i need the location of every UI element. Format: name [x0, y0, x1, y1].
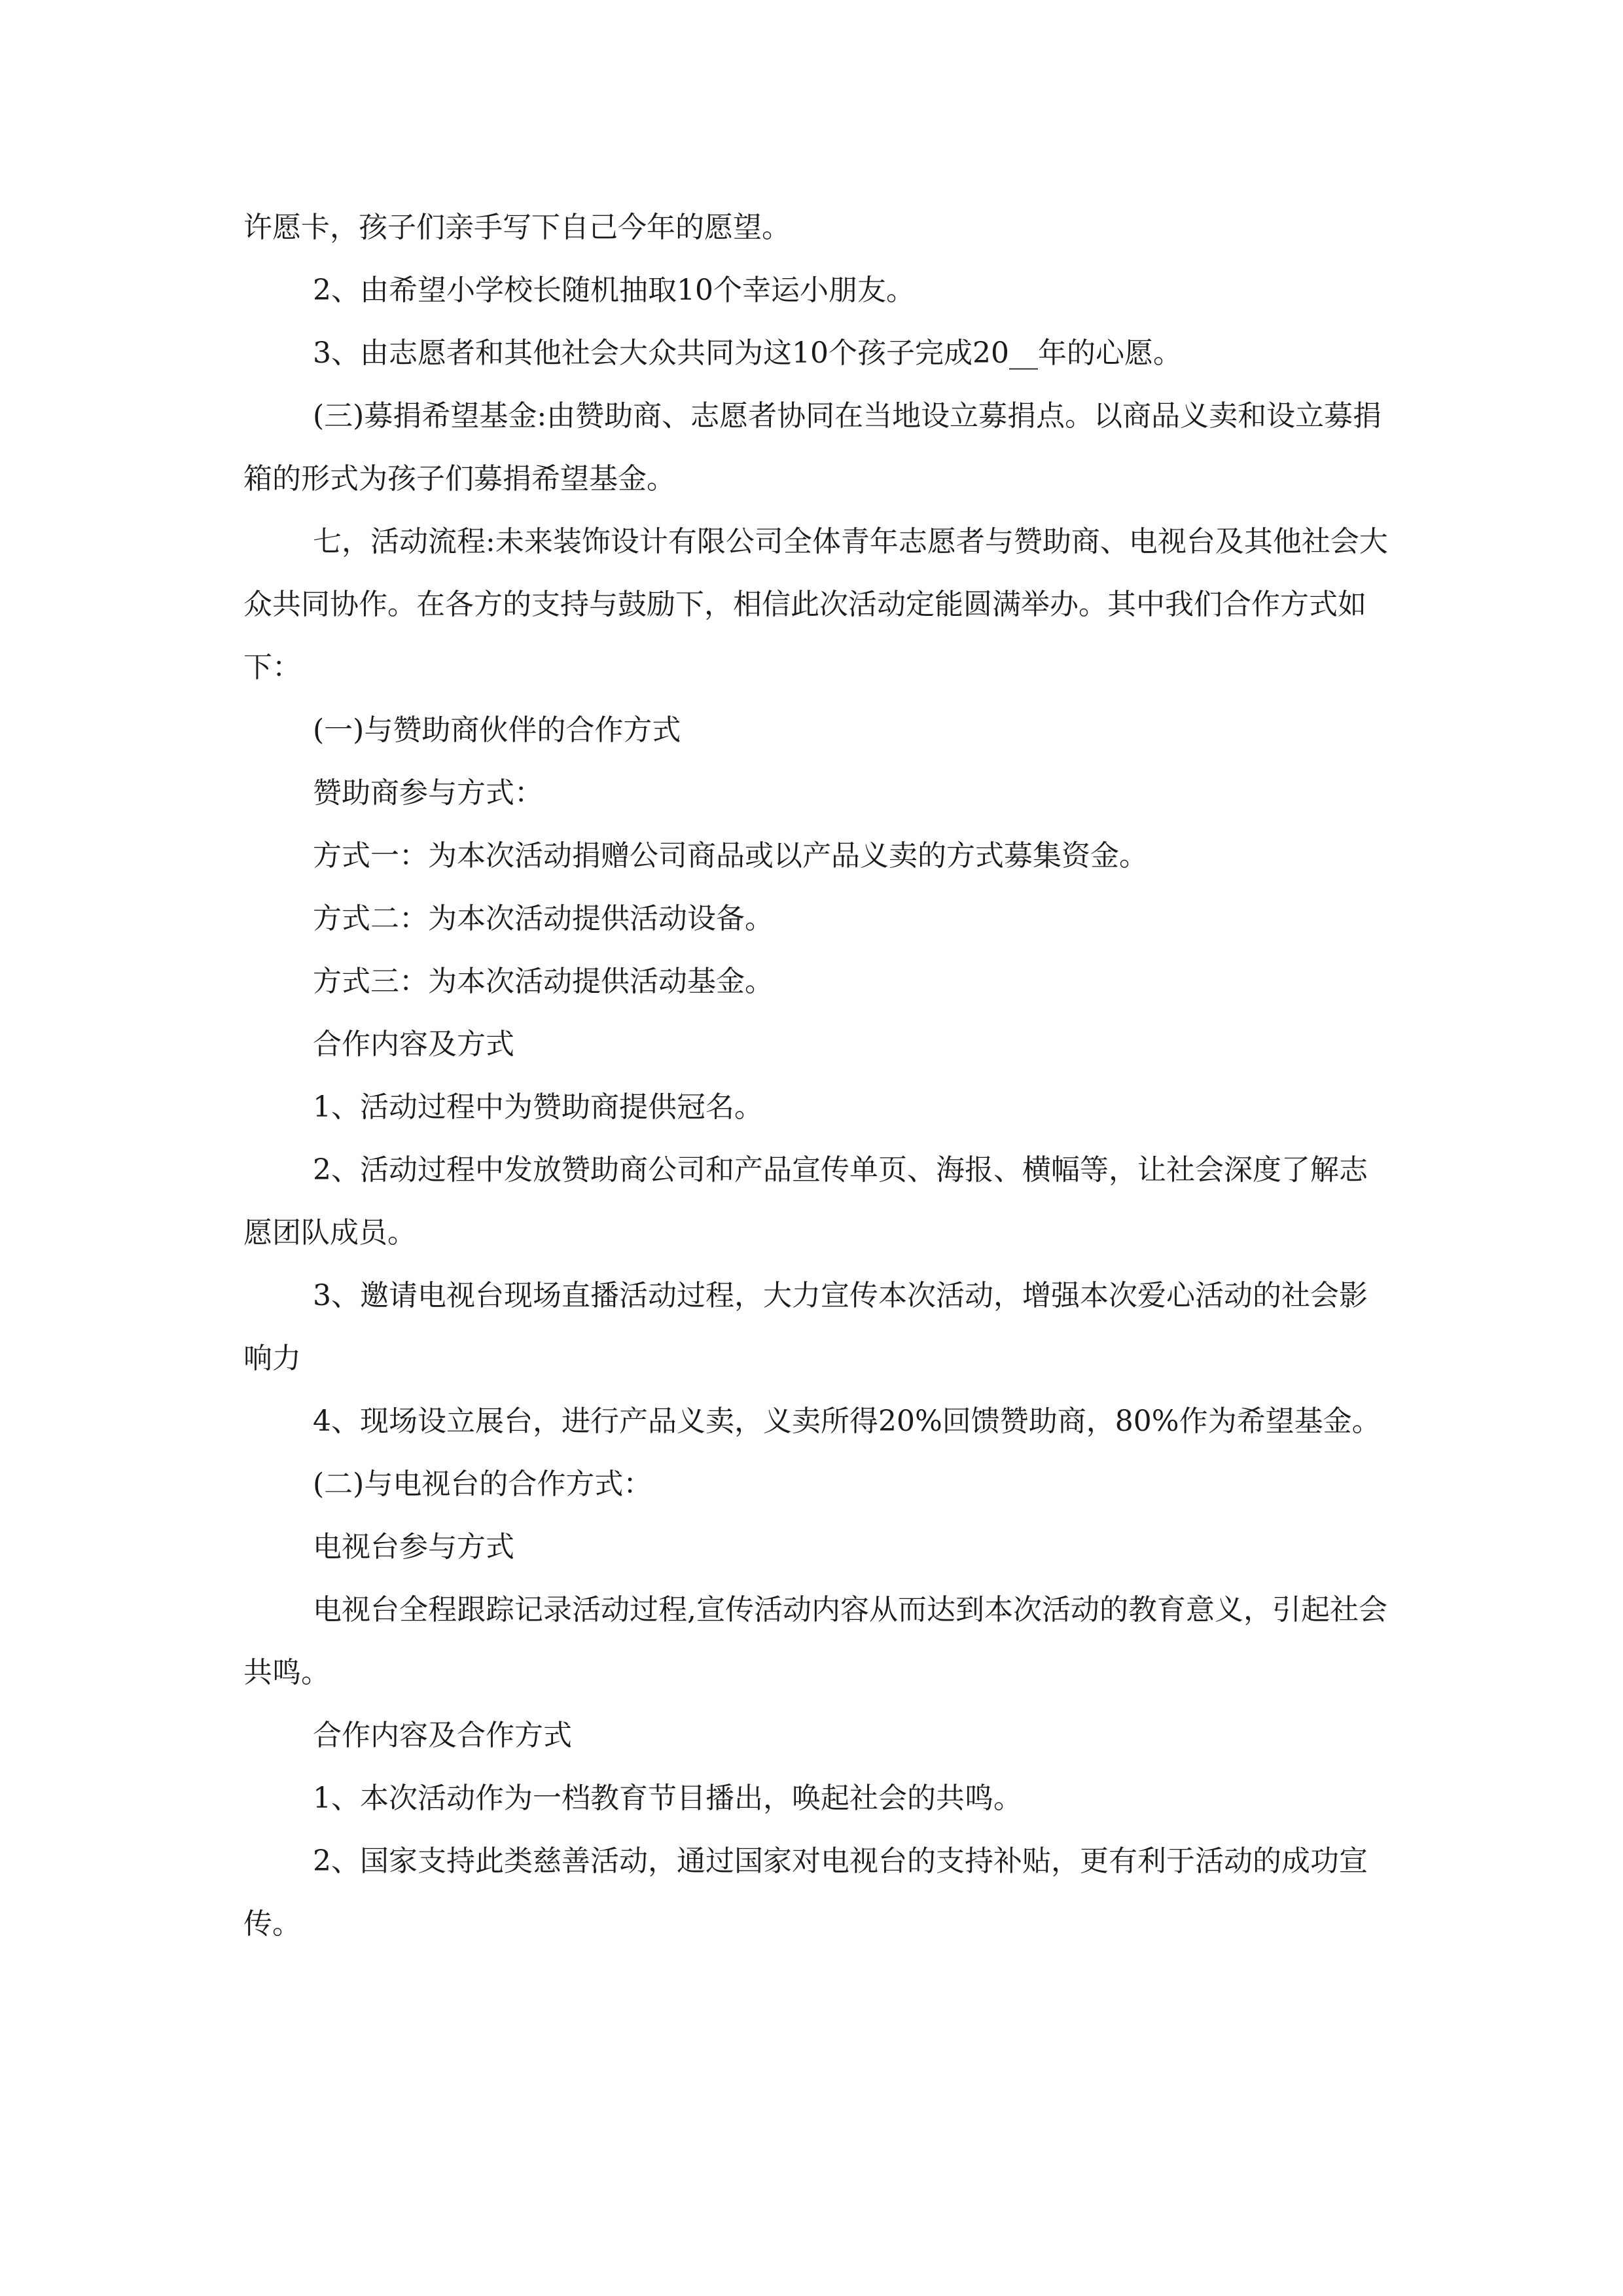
heading-sponsor-participation: 赞助商参与方式：: [313, 776, 543, 810]
heading-tv-participation: 电视台参与方式: [313, 1530, 514, 1564]
paragraph-sponsor-item-4: 4、现场设立展台，进行产品义卖，义卖所得20%回馈赞助商，80%作为希望基金。: [313, 1405, 1381, 1438]
heading-tv-cooperation-content: 合作内容及合作方式: [313, 1719, 572, 1752]
paragraph-fundraising: (三)募捐希望基金:由赞助商、志愿者协同在当地设立募捐点。以商品义卖和设立募捐箱的形式为孩子们募捐希望基金。: [243, 399, 1382, 495]
paragraph-wish-card: 许愿卡，孩子们亲手写下自己今年的愿望。: [243, 211, 791, 244]
document-body: [243, 196, 1395, 1956]
paragraph-tv-item-1: 1、本次活动作为一档教育节目播出，唤起社会的共鸣。: [313, 1782, 1022, 1815]
paragraph-tv-item-2: 2、国家支持此类慈善活动，通过国家对电视台的支持补贴，更有利于活动的成功宣传。: [243, 1844, 1368, 1941]
paragraph-tv-tracking: 电视台全程跟踪记录活动过程,宣传活动内容从而达到本次活动的教育意义，引起社会共鸣。: [243, 1593, 1387, 1689]
paragraph-method-one: 方式一：为本次活动捐赠公司商品或以产品义卖的方式募集资金。: [313, 839, 1148, 872]
paragraph-sponsor-item-3: 3、邀请电视台现场直播活动过程，大力宣传本次活动，增强本次爱心活动的社会影响力: [243, 1279, 1368, 1375]
paragraph-sponsor-item-2: 2、活动过程中发放赞助商公司和产品宣传单页、海报、横幅等，让社会深度了解志愿团队成员。: [243, 1153, 1368, 1249]
paragraph-method-two: 方式二：为本次活动提供活动设备。: [313, 902, 774, 935]
paragraph-fulfill-wishes: 3、由志愿者和其他社会大众共同为这10个孩子完成20__年的心愿。: [313, 336, 1182, 370]
paragraph-sponsor-item-1: 1、活动过程中为赞助商提供冠名。: [313, 1090, 763, 1124]
paragraph-draw-lucky-children: 2、由希望小学校长随机抽取10个幸运小朋友。: [313, 274, 915, 307]
heading-sponsor-cooperation: (一)与赞助商伙伴的合作方式: [313, 713, 681, 747]
heading-cooperation-content: 合作内容及方式: [313, 1028, 514, 1061]
paragraph-method-three: 方式三：为本次活动提供活动基金。: [313, 965, 774, 998]
paragraph-activity-process: 七，活动流程:未来装饰设计有限公司全体青年志愿者与赞助商、电视台及其他社会大众共同协作。在各方的支持与鼓励下，相信此次活动定能圆满举办。其中我们合作方式如下：: [243, 525, 1388, 684]
heading-tv-cooperation: (二)与电视台的合作方式：: [313, 1467, 652, 1501]
